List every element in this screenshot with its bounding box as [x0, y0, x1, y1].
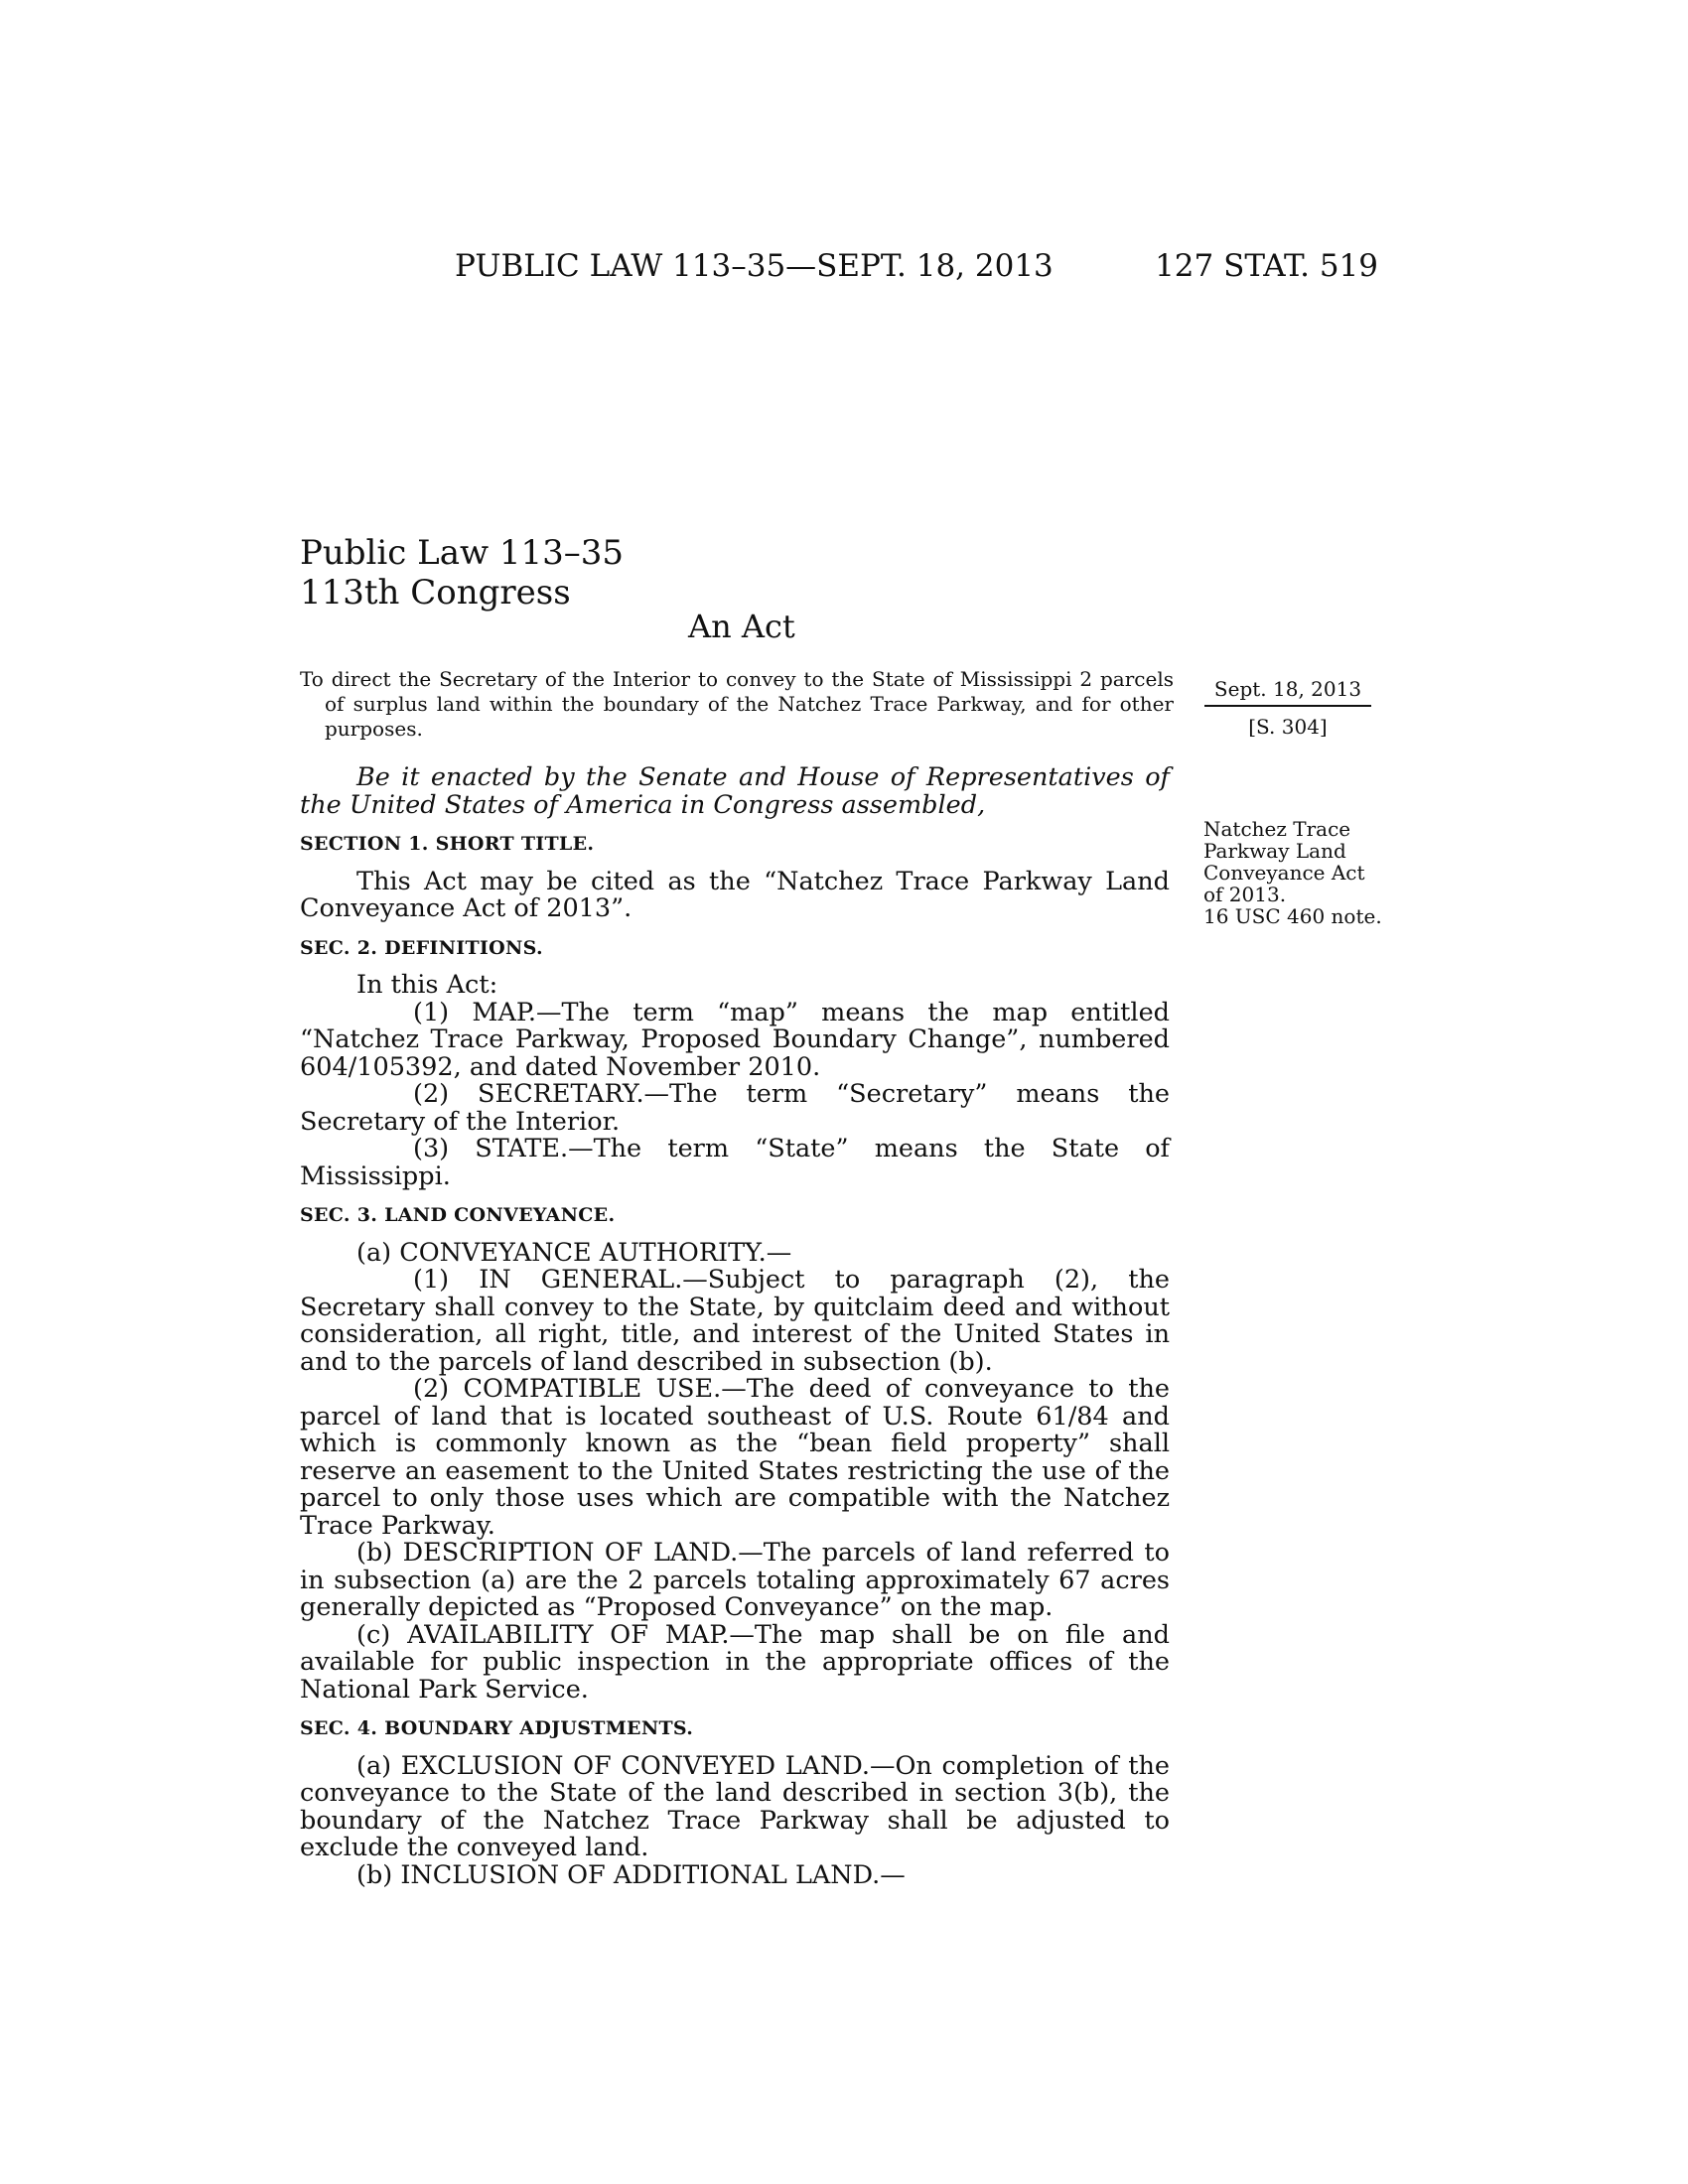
section-heading: SEC. 3. LAND CONVEYANCE.	[300, 1204, 616, 1226]
purpose-text: To direct the Secretary of the Interior to convey to the State of Mississippi 2 parcels of surplus land within the boundary of the Natchez Trace Parkway, and for other purposes.	[300, 667, 1174, 741]
running-head	[298, 248, 1378, 288]
margin-note-line: Conveyance Act	[1203, 861, 1365, 885]
bill-number: [S. 304]	[1248, 715, 1328, 739]
paragraph: (2) SECRETARY.—The term “Secretary” means the Secretary of the Interior.	[300, 1079, 1170, 1137]
paragraph: This Act may be cited as the “Natchez Trace Parkway Land Conveyance Act of 2013”.	[300, 866, 1170, 923]
paragraph: In this Act:	[356, 970, 498, 1000]
purpose-clause	[300, 667, 1174, 742]
section-heading: SEC. 4. BOUNDARY ADJUSTMENTS.	[300, 1717, 694, 1739]
page-number: 127 STAT. 519	[1155, 248, 1378, 284]
section-heading: SECTION 1. SHORT TITLE.	[300, 833, 595, 855]
paragraph: (b) DESCRIPTION OF LAND.—The parcels of land referred to in subsection (a) are the 2 parcels totaling approximately 67 acres generally depicted as “Proposed Conveyance” on the map.	[300, 1538, 1170, 1622]
act-label: An Act	[688, 608, 795, 645]
law-title-block	[300, 533, 624, 613]
paragraph: (b) INCLUSION OF ADDITIONAL LAND.—	[356, 1859, 906, 1890]
section-heading: SEC. 2. DEFINITIONS.	[300, 936, 543, 959]
running-head-title: PUBLIC LAW 113–35—SEPT. 18, 2013	[455, 248, 1054, 284]
congress-number: 113th Congress	[300, 573, 571, 613]
paragraph: (3) STATE.—The term “State” means the State of Mississippi.	[300, 1134, 1170, 1191]
margin-note-line: Parkway Land	[1203, 839, 1346, 863]
act-body	[300, 764, 1170, 1889]
margin-note-line: of 2013.	[1203, 883, 1287, 906]
paragraph: (c) AVAILABILITY OF MAP.—The map shall be on file and available for public inspection in the appropriate offices of the National Park Service.	[300, 1619, 1170, 1705]
public-law-number: Public Law 113–35	[300, 533, 625, 573]
margin-date: Sept. 18, 2013	[1204, 675, 1371, 707]
margin-note	[1203, 818, 1387, 927]
margin-date-block	[1204, 675, 1371, 741]
enacting-clause: Be it enacted by the Senate and House of Representatives of the United States of America in Congress assembled,	[300, 762, 1170, 820]
paragraph: (1) MAP.—The term “map” means the map entitled “Natchez Trace Parkway, Proposed Boundary Change”, numbered 604/105392, and dated November 2010.	[300, 997, 1170, 1082]
paragraph: (a) CONVEYANCE AUTHORITY.—	[356, 1237, 792, 1268]
paragraph: (2) COMPATIBLE USE.—The deed of conveyance to the parcel of land that is located southeast of U.S. Route 61/84 and which is commonly known as the “bean field property” shall reserve an easement to the United States restricting the use of the parcel to only those uses which are compatible with the Natchez Trace Parkway.	[300, 1374, 1170, 1541]
paragraph: (a) EXCLUSION OF CONVEYED LAND.—On completion of the conveyance to the State of the land described in section 3(b), the boundary of the Natchez Trace Parkway shall be adjusted to exclude the conveyed land.	[300, 1750, 1170, 1862]
margin-note-line: 16 USC 460 note.	[1203, 904, 1382, 928]
paragraph: (1) IN GENERAL.—Subject to paragraph (2), the Secretary shall convey to the State, by quitclaim deed and without consideration, all right, title, and interest of the United States in and to the parcels of land described in subsection (b).	[300, 1265, 1170, 1377]
margin-note-line: Natchez Trace	[1203, 817, 1351, 841]
